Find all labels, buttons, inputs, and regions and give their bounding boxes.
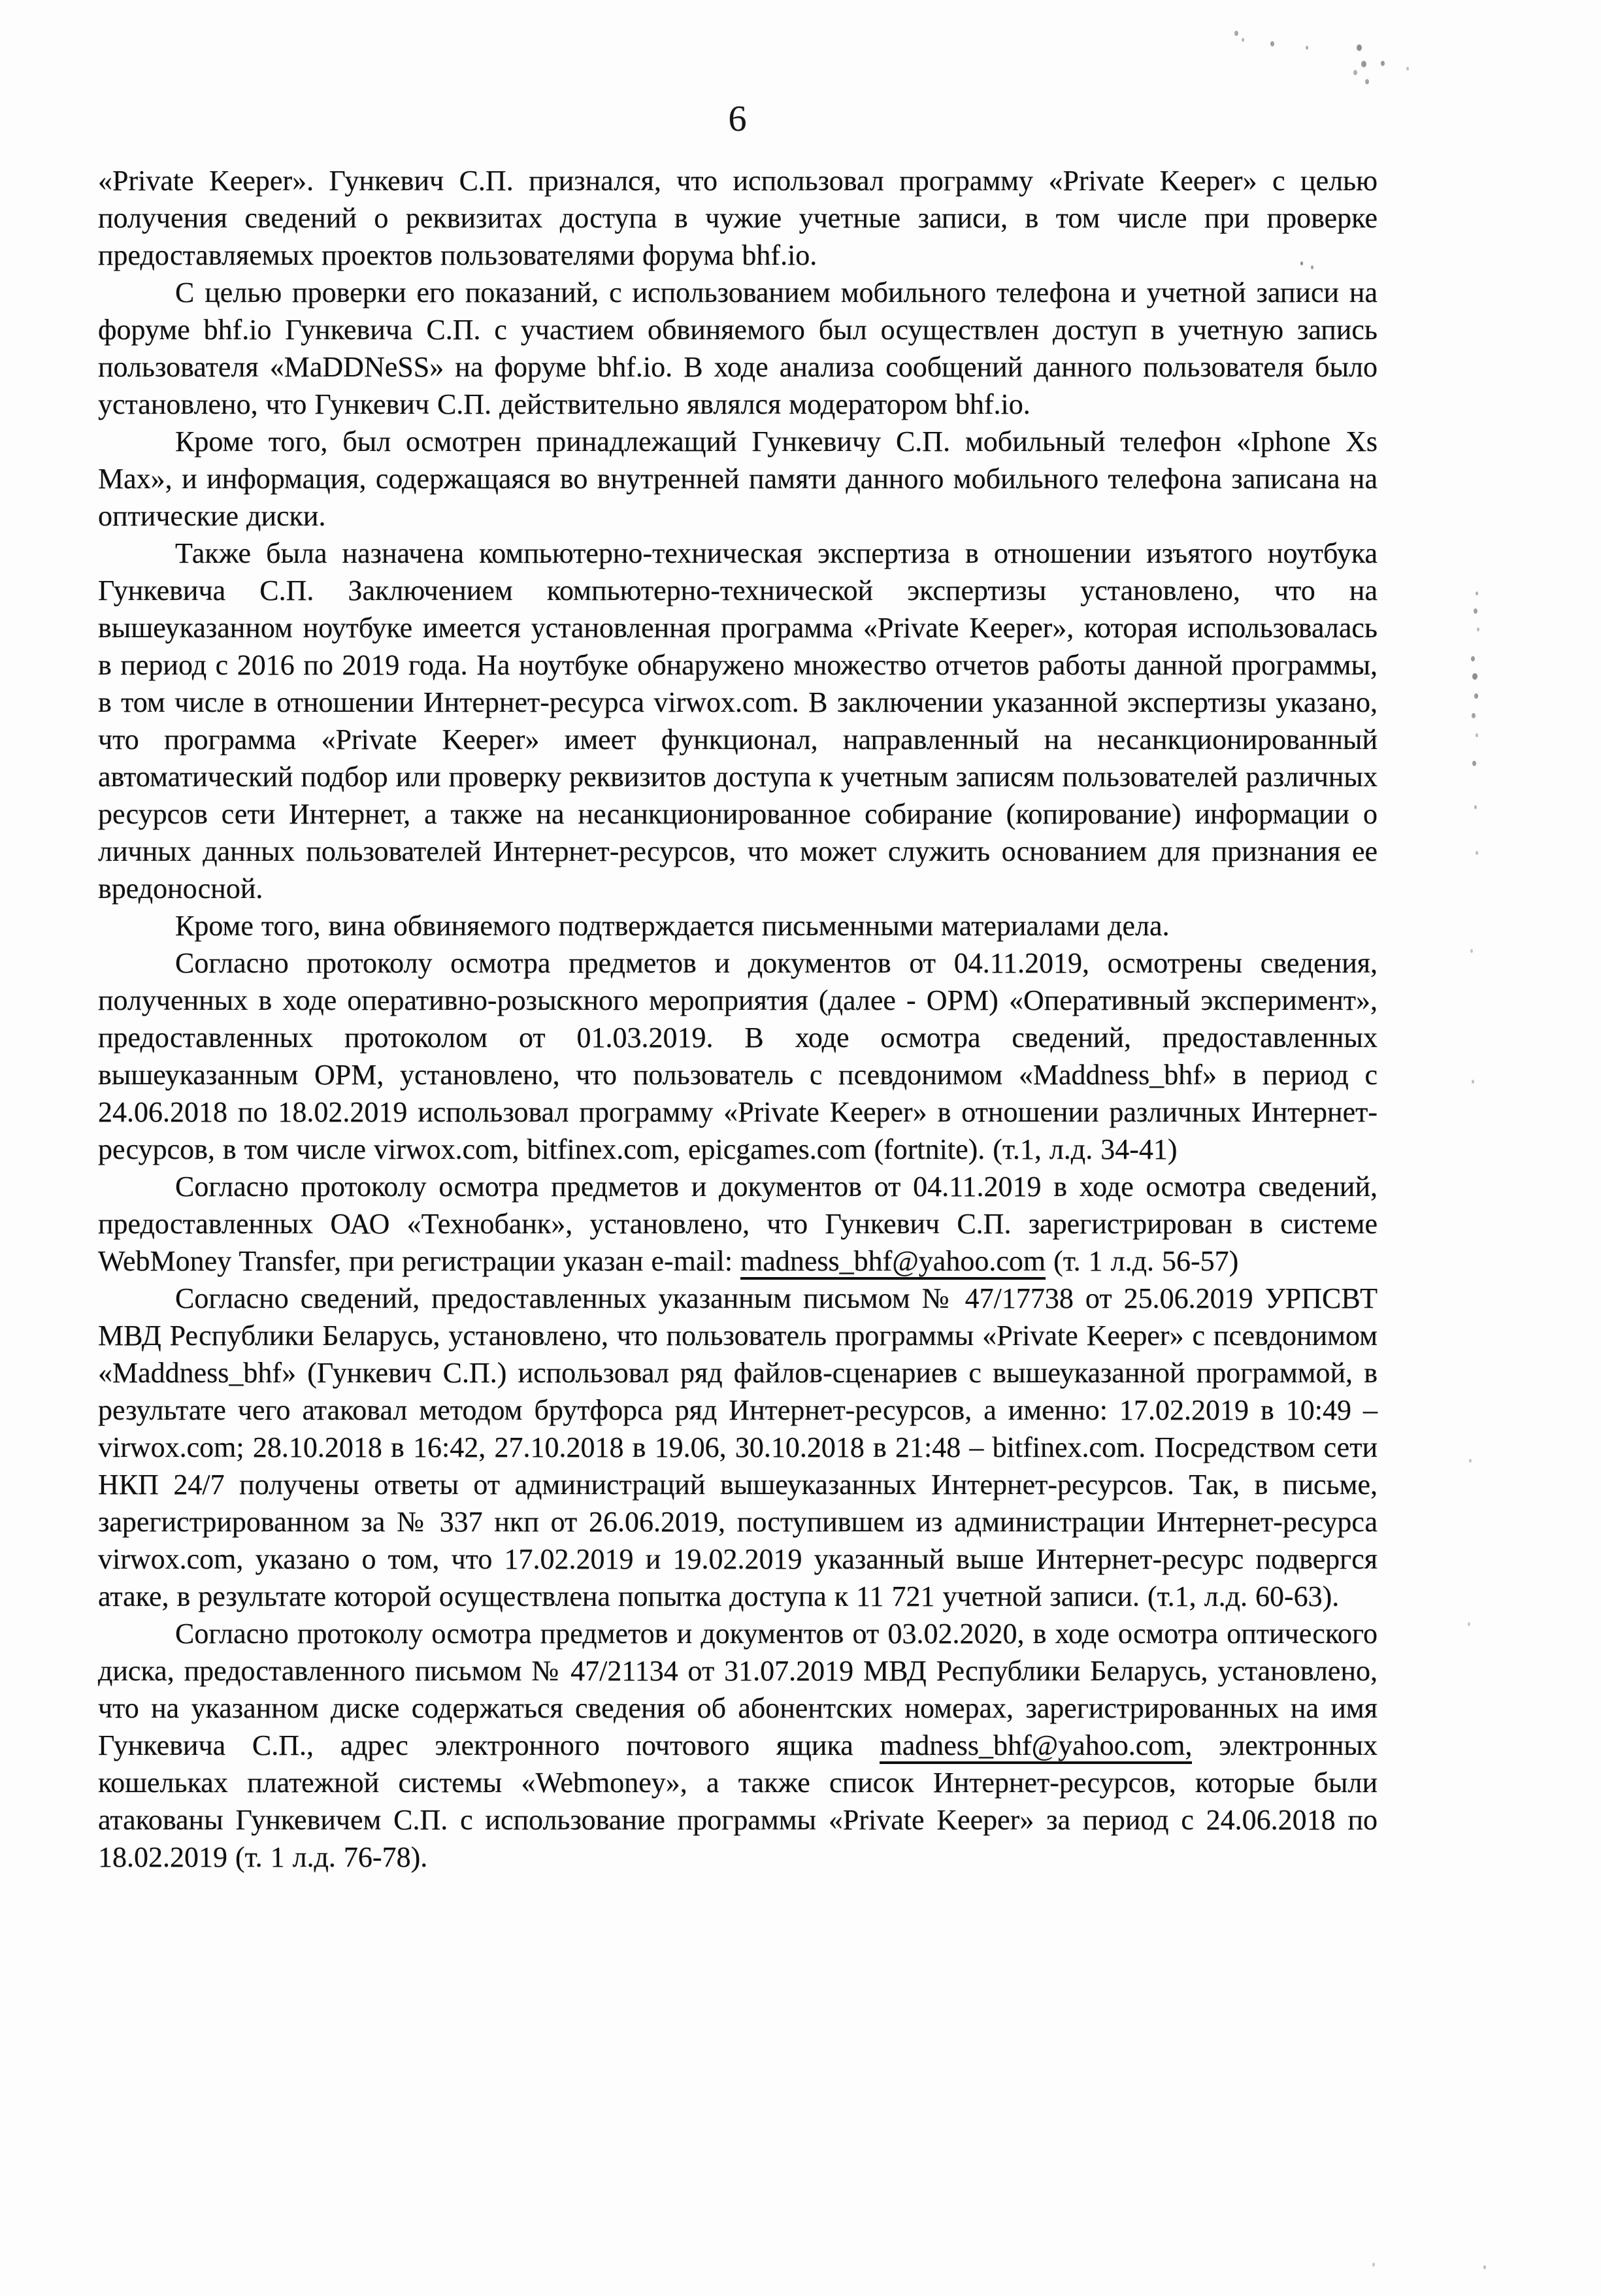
paragraph	[98, 907, 1378, 944]
paragraph-text: С целью проверки его показаний, с использованием мобильного телефона и учетной записи на форуме bhf.io Гункевича С.П. с участием обвиняемого был осуществлен доступ в учетную запись пользователя «MaDDNeSS» на форуме bhf.io. В ходе анализа сообщений данного пользователя было установлено, что Гункевич С.П. действительно являлся модератором bhf.io.	[98, 276, 1378, 420]
paragraph-text: Также была назначена компьютерно-техническая экспертиза в отношении изъятого ноутбука Гункевича С.П. Заключением компьютерно-технической экспертизы установлено, что на вышеуказанном ноутбуке имеется установленная программа «Private Keeper», которая использовалась в период с 2016 по 2019 года. На ноутбуке обнаружено множество отчетов работы данной программы, в том числе в отношении Интернет-ресурса virwox.com. В заключении указанной экспертизы указано, что программа «Private Keeper» имеет функционал, направленный на несанкционированный автоматический подбор или проверку реквизитов доступа к учетным записям пользователей различных ресурсов сети Интернет, а также на несанкционированное собирание (копирование) информации о личных данных пользователей Интернет-ресурсов, что может служить основанием для признания ее вредоносной.	[98, 537, 1378, 905]
document-body	[98, 162, 1378, 1876]
paragraph	[98, 1615, 1378, 1876]
paragraph	[98, 1168, 1378, 1280]
underlined-email: madness_bhf@yahoo.com,	[880, 1729, 1192, 1764]
paragraph-text: Кроме того, был осмотрен принадлежащий Гункевичу С.П. мобильный телефон «Iphone Xs Max», и информация, содержащаяся во внутренней памяти данного мобильного телефона записана на оптические диски.	[98, 425, 1378, 532]
paragraph-text: (т. 1 л.д. 56-57)	[1046, 1245, 1239, 1277]
scan-noise-speckles	[0, 0, 3, 4]
paragraph-text: Согласно сведений, предоставленных указанным письмом № 47/17738 от 25.06.2019 УРПСВТ МВД Республики Беларусь, установлено, что пользователь программы «Private Keeper» с псевдонимом «Maddness_bhf» (Гункевич С.П.) использовал ряд файлов-сценариев с вышеуказанной программой, в результате чего атаковал методом брутфорса ряд Интернет-ресурсов, а именно: 17.02.2019 в 10:49 – virwox.com; 28.10.2018 в 16:42, 27.10.2018 в 19.06, 30.10.2018 в 21:48 – bitfinex.com. Посредством сети НКП 24/7 получены ответы от администраций вышеуказанных Интернет-ресурсов. Так, в письме, зарегистрированном за № 337 нкп от 26.06.2019, поступившем из администрации Интернет-ресурса virwox.com, указано о том, что 17.02.2019 и 19.02.2019 указанный выше Интернет-ресурс подвергся атаке, в результате которой осуществлена попытка доступа к 11 721 учетной записи. (т.1, л.д. 60-63).	[98, 1282, 1378, 1612]
paragraph	[98, 535, 1378, 907]
paragraph-text: Кроме того, вина обвиняемого подтверждается письменными материалами дела.	[175, 910, 1170, 942]
paragraph-text: Согласно протоколу осмотра предметов и документов от 04.11.2019, осмотрены сведения, полученных в ходе оперативно-розыскного мероприятия (далее - ОРМ) «Оперативный эксперимент», предоставленных протоколом от 01.03.2019. В ходе осмотра сведений, предоставленных вышеуказанным ОРМ, установлено, что пользователь с псевдонимом «Maddness_bhf» в период с 24.06.2018 по 18.02.2019 использовал программу «Private Keeper» в отношении различных Интернет-ресурсов, в том числе virwox.com, bitfinex.com, epicgames.com (fortnite). (т.1, л.д. 34-41)	[98, 947, 1378, 1165]
paragraph-text: электронных кошельках платежной системы «Webmoney», а также список Интернет-ресурсов, которые были атакованы Гункевичем С.П. с использование программы «Private Keeper» за период с 24.06.2018 по 18.02.2019 (т. 1 л.д. 76-78).	[98, 1729, 1378, 1873]
underlined-email: madness_bhf@yahoo.com	[740, 1245, 1046, 1280]
paragraph	[98, 1280, 1378, 1615]
paragraph-text: Согласно протоколу осмотра предметов и документов от 03.02.2020, в ходе осмотра оптического диска, предоставленного письмом № 47/21134 от 31.07.2019 МВД Республики Беларусь, установлено, что на указанном диске содержаться сведения об абонентских номерах, зарегистрированных на имя Гункевича С.П., адрес электронного почтового ящика	[98, 1618, 1378, 1761]
paragraph	[98, 944, 1378, 1168]
paragraph	[98, 274, 1378, 423]
paragraph-text: «Private Keeper». Гункевич С.П. признался, что использовал программу «Private Keeper» с целью получения сведений о реквизитах доступа в чужие учетные записи, в том числе при проверке предоставляемых проектов пользователями форума bhf.io.	[98, 165, 1378, 271]
paragraph-text: Согласно протоколу осмотра предметов и документов от 04.11.2019 в ходе осмотра сведений, предоставленных ОАО «Технобанк», установлено, что Гункевич С.П. зарегистрирован в системе WebMoney Transfer, при регистрации указан e-mail:	[98, 1171, 1378, 1277]
page-number: 6	[728, 99, 748, 139]
paragraph	[98, 423, 1378, 535]
paragraph	[98, 162, 1378, 274]
